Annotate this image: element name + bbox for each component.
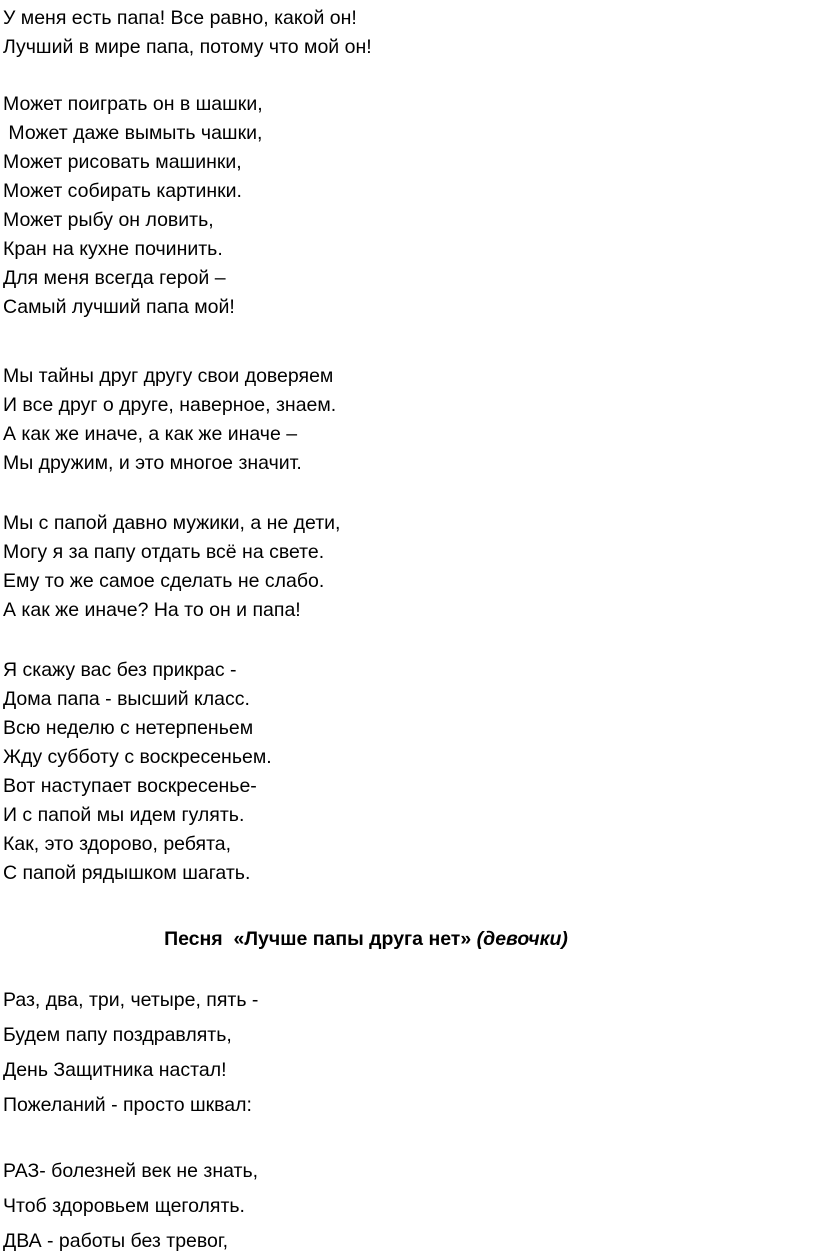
song-line: Будем папу поздравлять,	[3, 1024, 232, 1046]
song-title-text: Песня «Лучше папы друга нет»	[164, 928, 472, 950]
stanza-5	[3, 656, 272, 888]
poem-line: И все друг о друге, наверное, знаем.	[3, 394, 337, 416]
poem-line: Могу я за папу отдать всё на свете.	[3, 541, 325, 563]
stanza-3	[3, 362, 336, 478]
poem-line: Может рисовать машинки,	[3, 151, 242, 173]
song-line: День Защитника настал!	[3, 1059, 227, 1081]
poem-line: Дома папа - высший класс.	[3, 688, 250, 710]
poem-line: Мы с папой давно мужики, а не дети,	[3, 512, 341, 534]
poem-line: Может собирать картинки.	[3, 180, 242, 202]
poem-line: Самый лучший папа мой!	[3, 296, 235, 318]
stanza-1	[3, 4, 372, 62]
poem-line: Ему то же самое сделать не слабо.	[3, 570, 325, 592]
song-line: Пожеланий - просто шквал:	[3, 1094, 252, 1116]
poem-line: Мы дружим, и это многое значит.	[3, 452, 302, 474]
poem-line: Может поиграть он в шашки,	[3, 93, 263, 115]
song-line: ДВА - работы без тревог,	[3, 1230, 229, 1252]
song-line: Раз, два, три, четыре, пять -	[3, 989, 259, 1011]
poem-line: Кран на кухне починить.	[3, 238, 223, 260]
stanza-4	[3, 509, 340, 625]
song-stanza-2	[3, 1154, 258, 1259]
poem-line: Может даже вымыть чашки,	[3, 122, 263, 144]
song-line: РАЗ- болезней век не знать,	[3, 1160, 259, 1182]
stanza-2	[3, 90, 263, 322]
poem-line: Как, это здорово, ребята,	[3, 833, 232, 855]
poem-line: Может рыбу он ловить,	[3, 209, 214, 231]
poem-line: Лучший в мире папа, потому что мой он!	[3, 36, 372, 58]
song-subtitle: (девочки)	[476, 928, 568, 950]
poem-line: Я скажу вас без прикрас -	[3, 659, 237, 681]
song-title	[0, 925, 732, 954]
poem-line: А как же иначе? На то он и папа!	[3, 599, 301, 621]
poem-line: Вот наступает воскресенье-	[3, 775, 257, 797]
poem-line: И с папой мы идем гулять.	[3, 804, 245, 826]
song-line: Чтоб здоровьем щеголять.	[3, 1195, 245, 1217]
poem-line: У меня есть папа! Все равно, какой он!	[3, 7, 357, 29]
poem-line: А как же иначе, а как же иначе –	[3, 423, 298, 445]
poem-line: Жду субботу с воскресеньем.	[3, 746, 272, 768]
song-stanza-1	[3, 983, 258, 1123]
poem-line: Мы тайны друг другу свои доверяем	[3, 365, 334, 387]
poem-line: Всю неделю с нетерпеньем	[3, 717, 254, 739]
poem-line: С папой рядышком шагать.	[3, 862, 251, 884]
poem-line: Для меня всегда герой –	[3, 267, 226, 289]
